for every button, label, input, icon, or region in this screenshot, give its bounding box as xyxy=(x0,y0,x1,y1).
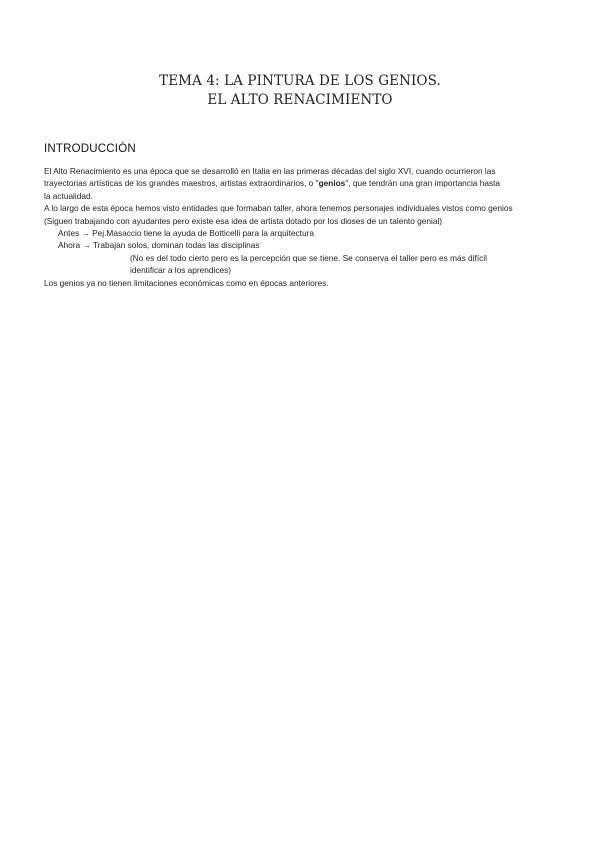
title-line-1: TEMA 4: LA PINTURA DE LOS GENIOS. xyxy=(159,73,441,89)
paragraph-line: (Siguen trabajando con ayudantes pero existe esa idea de artista dotado por los dioses de un talento genial) xyxy=(44,215,443,226)
bold-term: genios xyxy=(318,178,346,189)
paragraph-line: la actualidad. xyxy=(44,190,93,201)
list-item-antes: Antes → Pej.Masaccio tiene la ayuda de Botticelli para la arquitectura xyxy=(58,228,314,239)
note-line: identificar a los aprendices) xyxy=(130,265,231,276)
document-title xyxy=(0,72,600,110)
paragraph-text: ", que tendrán una gran importancia hasta xyxy=(345,178,501,189)
list-item-ahora: Ahora → Trabajan solos, dominan todas las disciplinas xyxy=(58,240,260,251)
paragraph-line: A lo largo de esta época hemos visto entidades que formaban taller, ahora tenemos personajes individuales vistos como genios xyxy=(44,203,513,214)
paragraph-line: El Alto Renacimiento es una época que se desarrolló en Italia en las primeras décadas del siglo XVI, cuando ocurrieron las xyxy=(44,166,496,176)
document-body xyxy=(44,165,564,289)
paragraph-line xyxy=(44,177,564,189)
title-line-2: EL ALTO RENACIMIENTO xyxy=(207,92,393,108)
note-line: (No es del todo cierto pero es la percepción que se tiene. Se conserva el taller pero es más difícil xyxy=(130,252,487,263)
section-heading: INTRODUCCIÓN xyxy=(44,143,136,155)
paragraph-text: trayectorias artísticas de los grandes maestros, artistas extraordinarios, o " xyxy=(44,178,319,189)
paragraph-line: Los genios ya no tienen limitaciones económicas como en épocas anteriores. xyxy=(44,277,329,288)
